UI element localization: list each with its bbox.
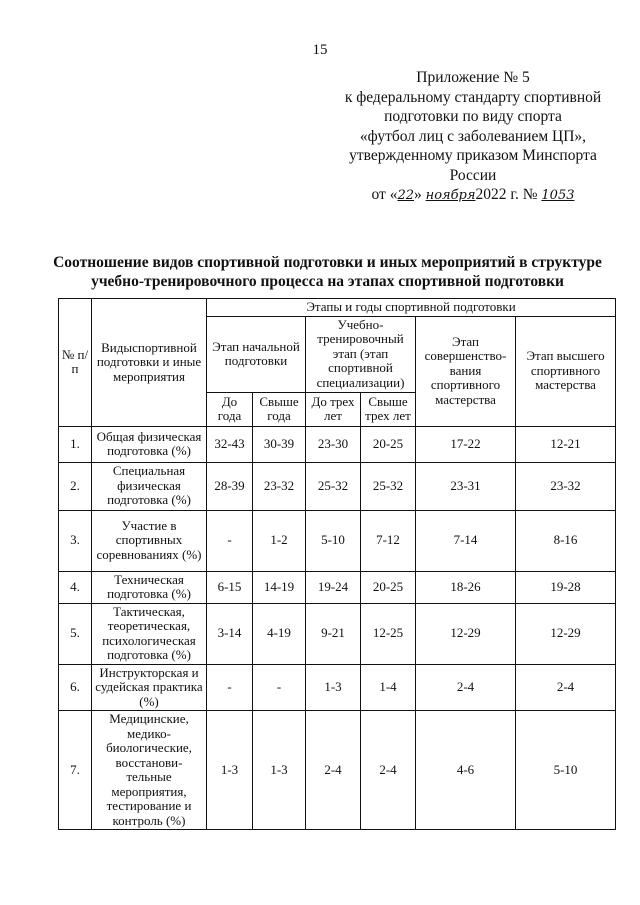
- row-value: 20-25: [361, 426, 416, 462]
- row-value: 7-14: [416, 510, 516, 571]
- header-types: Видыспортивной подготовки и иные мероприятия: [92, 299, 207, 427]
- header-stage-improvement: Этап совершенство-вания спортивного мастерства: [416, 316, 516, 426]
- table-row: [59, 571, 616, 603]
- header-sub-over-3: Свыше трех лет: [361, 392, 416, 426]
- row-number: 4.: [59, 571, 92, 603]
- row-value: 19-28: [516, 571, 616, 603]
- row-value: 19-24: [306, 571, 361, 603]
- row-value: 4-6: [416, 711, 516, 830]
- table-row: [59, 426, 616, 462]
- header-stage-initial: Этап начальной подготовки: [207, 316, 306, 392]
- training-ratio-table: [58, 298, 616, 830]
- order-year: 2022 г. №: [475, 186, 538, 203]
- row-value: 17-22: [416, 426, 516, 462]
- order-month: ноября: [425, 188, 476, 203]
- header-sub-over-year: Свыше года: [253, 392, 306, 426]
- appendix-line: утвержденному приказом Минспорта: [349, 147, 597, 164]
- row-value: 30-39: [253, 426, 306, 462]
- row-value: 2-4: [516, 664, 616, 711]
- row-value: 25-32: [306, 462, 361, 510]
- row-value: 12-21: [516, 426, 616, 462]
- row-label: Тактическая, теоретическая, психологическая подготовка (%): [92, 603, 207, 664]
- row-number: 5.: [59, 603, 92, 664]
- row-value: 12-29: [416, 603, 516, 664]
- table-row: [59, 510, 616, 571]
- row-value: 1-4: [361, 664, 416, 711]
- row-value: 5-10: [516, 711, 616, 830]
- row-value: 2-4: [306, 711, 361, 830]
- row-value: 7-12: [361, 510, 416, 571]
- row-value: 23-32: [253, 462, 306, 510]
- header-num: № п/п: [59, 299, 92, 427]
- order-quote: »: [414, 186, 422, 203]
- order-prefix: от «: [371, 186, 398, 203]
- row-label: Общая физическая подготовка (%): [92, 426, 207, 462]
- table-row: [59, 462, 616, 510]
- row-value: 3-14: [207, 603, 253, 664]
- appendix-title: Приложение № 5: [416, 69, 530, 86]
- row-value: 23-30: [306, 426, 361, 462]
- header-stage-highest: Этап высшего спортивного мастерства: [516, 316, 616, 426]
- row-value: 1-2: [253, 510, 306, 571]
- row-value: 4-19: [253, 603, 306, 664]
- page-number: 15: [312, 42, 328, 58]
- row-label: Медицинские, медико-биологические, восстанови-тельные мероприятия, тестирование и контроль (%): [92, 711, 207, 830]
- row-value: 8-16: [516, 510, 616, 571]
- row-value: 6-15: [207, 571, 253, 603]
- heading-line-2: учебно-тренировочного процесса на этапах спортивной подготовки: [91, 273, 564, 290]
- row-value: -: [207, 664, 253, 711]
- row-value: 9-21: [306, 603, 361, 664]
- row-value: 1-3: [306, 664, 361, 711]
- header-sub-up-to-year: До года: [207, 392, 253, 426]
- row-value: 28-39: [207, 462, 253, 510]
- row-value: 5-10: [306, 510, 361, 571]
- row-value: 2-4: [416, 664, 516, 711]
- row-value: 2-4: [361, 711, 416, 830]
- appendix-line: России: [449, 166, 497, 184]
- heading-line-1: Соотношение видов спортивной подготовки и иных мероприятий в структуре: [53, 254, 602, 271]
- row-label: Участие в спортивных соревнованиях (%): [92, 510, 207, 571]
- row-number: 2.: [59, 462, 92, 510]
- row-value: 14-19: [253, 571, 306, 603]
- row-value: -: [207, 510, 253, 571]
- row-label: Специальная физическая подготовка (%): [92, 462, 207, 510]
- row-label: Техническая подготовка (%): [92, 571, 207, 603]
- row-value: 12-25: [361, 603, 416, 664]
- row-value: 1-3: [253, 711, 306, 830]
- row-value: -: [253, 664, 306, 711]
- row-number: 1.: [59, 426, 92, 462]
- header-sub-up-to-3: До трех лет: [306, 392, 361, 426]
- row-value: 23-32: [516, 462, 616, 510]
- appendix-line: подготовки по виду спорта: [384, 108, 562, 125]
- header-stage-training: Учебно-тренировочный этап (этап спортивной специализации): [306, 316, 416, 392]
- table-row: [59, 603, 616, 664]
- row-value: 1-3: [207, 711, 253, 830]
- row-value: 20-25: [361, 571, 416, 603]
- row-value: 18-26: [416, 571, 516, 603]
- appendix-line: к федеральному стандарту спортивной: [344, 88, 602, 106]
- order-line: [340, 185, 606, 206]
- header-stages-group: Этапы и годы спортивной подготовки: [207, 299, 616, 317]
- row-label: Инструкторская и судейская практика (%): [92, 664, 207, 711]
- table-row: [59, 664, 616, 711]
- row-value: 25-32: [361, 462, 416, 510]
- row-value: 23-31: [416, 462, 516, 510]
- appendix-line: «футбол лиц с заболеванием ЦП»,: [359, 127, 587, 145]
- table-row: [59, 711, 616, 830]
- order-day: 22: [397, 188, 414, 203]
- document-heading: [40, 253, 615, 291]
- row-number: 7.: [59, 711, 92, 830]
- appendix-block: [340, 68, 606, 206]
- row-number: 6.: [59, 664, 92, 711]
- row-value: 12-29: [516, 603, 616, 664]
- row-value: 32-43: [207, 426, 253, 462]
- row-number: 3.: [59, 510, 92, 571]
- order-number: 1053: [541, 188, 575, 203]
- table-body: [59, 426, 616, 830]
